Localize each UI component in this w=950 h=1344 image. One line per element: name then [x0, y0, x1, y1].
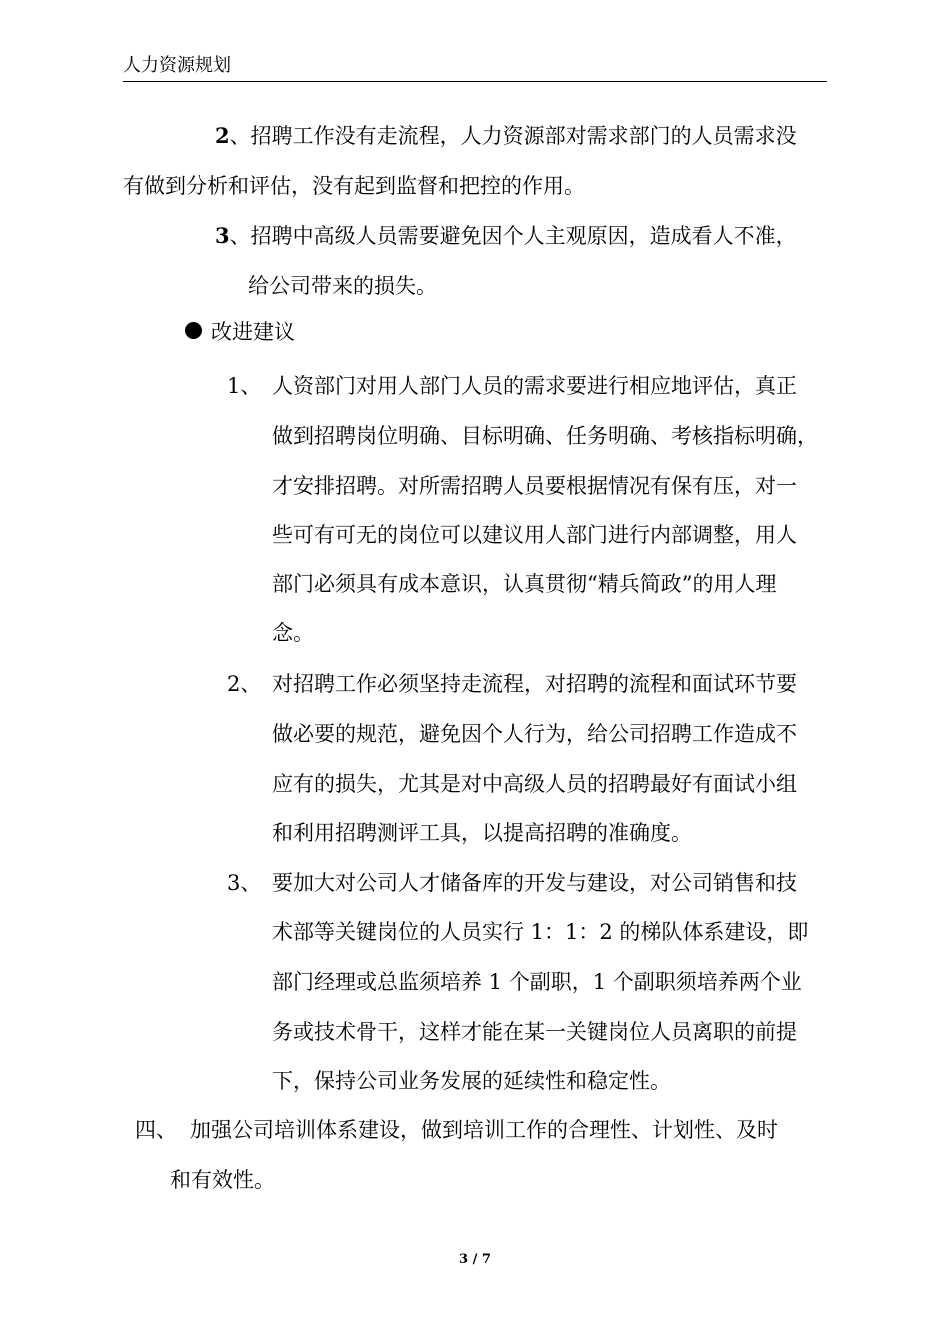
improvement-item-1-marker: 1、: [227, 374, 262, 398]
problem-2-number: 2: [215, 123, 230, 148]
improvement-item-2-line-1: 对招聘工作必须坚持走流程，对招聘的流程和面试环节要: [272, 672, 797, 696]
improvement-heading: 改进建议: [211, 320, 295, 344]
problem-2-text-1: 、招聘工作没有走流程，人力资源部对需求部门的人员需求没: [229, 124, 797, 148]
section-four-line-2: 和有效性。: [170, 1168, 275, 1192]
header-title: 人力资源规划: [123, 55, 231, 76]
problem-2-line-2: 有做到分析和评估，没有起到监督和把控的作用。: [123, 174, 585, 198]
improvement-item-3-line-1: 要加大对公司人才储备库的开发与建设，对公司销售和技: [272, 871, 797, 895]
problem-3-line-2: 给公司带来的损失。: [248, 274, 437, 298]
improvement-item-3-line-5: 下，保持公司业务发展的延续性和稳定性。: [272, 1069, 671, 1093]
improvement-item-1-line-4: 些可有可无的岗位可以建议用人部门进行内部调整，用人: [272, 523, 797, 547]
header-divider: [123, 81, 827, 82]
problem-3-text-1: 、招聘中高级人员需要避免因个人主观原因，造成看人不准，: [229, 224, 797, 248]
problem-3-number: 3: [215, 223, 230, 248]
improvement-item-1-line-5: 部门必须具有成本意识，认真贯彻“精兵简政”的用人理: [272, 572, 777, 596]
problem-2-line-1: [215, 122, 797, 150]
improvement-item-3-marker: 3、: [227, 871, 262, 895]
improvement-item-3-line-3: 部门经理或总监须培养 1 个副职，1 个副职须培养两个业: [272, 970, 802, 994]
improvement-item-1-line-6: 念。: [272, 621, 314, 645]
bullet-dot-icon: [185, 322, 202, 339]
improvement-item-3-line-2: 术部等关键岗位的人员实行 1：1：2 的梯队体系建设，即: [272, 920, 809, 944]
problem-3-line-1: [215, 222, 797, 250]
page-number: 3 / 7: [459, 1252, 491, 1267]
section-four-marker: 四、: [135, 1118, 177, 1142]
improvement-item-1-line-2: 做到招聘岗位明确、目标明确、任务明确、考核指标明确，: [272, 424, 818, 448]
improvement-item-2-marker: 2、: [227, 672, 262, 696]
improvement-item-1-line-1: 人资部门对用人部门人员的需求要进行相应地评估，真正: [272, 374, 797, 398]
improvement-item-2-line-2: 做必要的规范，避免因个人行为，给公司招聘工作造成不: [272, 722, 797, 746]
improvement-item-2-line-3: 应有的损失，尤其是对中高级人员的招聘最好有面试小组: [272, 772, 797, 796]
section-four-line-1: 加强公司培训体系建设，做到培训工作的合理性、计划性、及时: [190, 1118, 778, 1142]
improvement-item-2-line-4: 和利用招聘测评工具，以提高招聘的准确度。: [272, 821, 692, 845]
improvement-item-1-line-3: 才安排招聘。对所需招聘人员要根据情况有保有压，对一: [272, 474, 797, 498]
improvement-item-3-line-4: 务或技术骨干，这样才能在某一关键岗位人员离职的前提: [272, 1020, 797, 1044]
